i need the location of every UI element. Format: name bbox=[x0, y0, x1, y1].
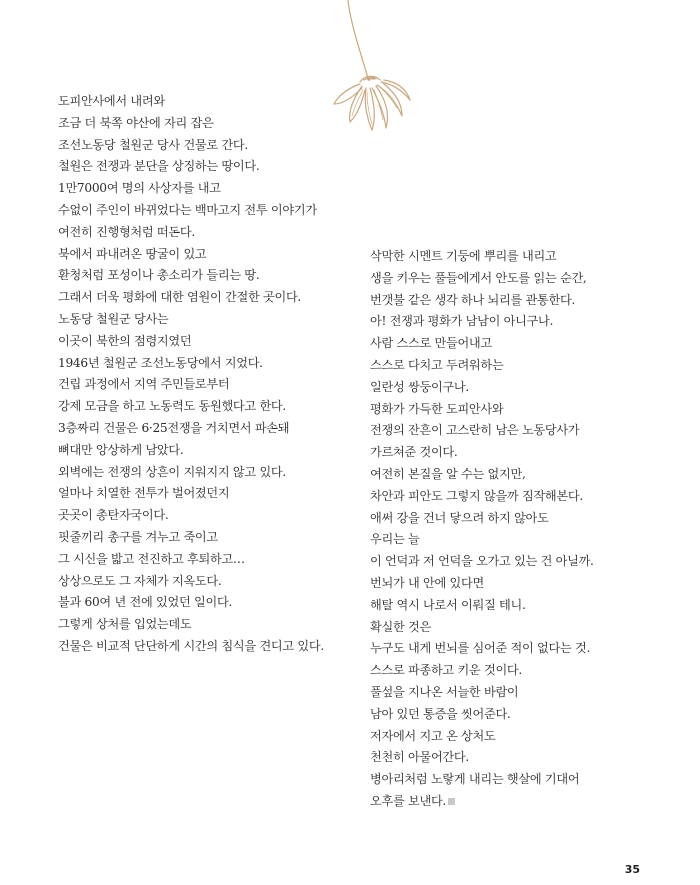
text-line: 조선노동당 철원군 당사 건물로 간다. bbox=[58, 137, 248, 152]
text-line: 핏줄끼리 총구를 겨누고 죽이고 bbox=[58, 529, 218, 544]
text-line: 누구도 내게 번뇌를 심어준 적이 없다는 것. bbox=[370, 641, 591, 656]
text-line: 얼마나 치열한 전투가 벌어졌던지 bbox=[58, 486, 230, 501]
text-line: 아! 전쟁과 평화가 남남이 아니구나. bbox=[370, 314, 554, 329]
text-line: 평화가 가득한 도피안사와 bbox=[370, 401, 504, 416]
text-line: 가르쳐준 것이다. bbox=[370, 445, 458, 460]
text-line: 3층짜리 건물은 6·25전쟁을 거치면서 파손돼 bbox=[58, 420, 290, 435]
text-line: 곳곳이 총탄자국이다. bbox=[58, 508, 169, 523]
left-text-column bbox=[58, 91, 348, 658]
text-line: 일란성 쌍둥이구나. bbox=[370, 379, 469, 394]
text-line: 노동당 철원군 당사는 bbox=[58, 311, 169, 326]
text-line: 외벽에는 전쟁의 상흔이 지워지지 않고 있다. bbox=[58, 464, 286, 479]
text-line: 스스로 다치고 두려워하는 bbox=[370, 357, 504, 372]
text-line: 차안과 피안도 그렇지 않을까 짐작해본다. bbox=[370, 488, 583, 503]
text-line: 확실한 것은 bbox=[370, 619, 431, 634]
page-number: 35 bbox=[624, 863, 640, 876]
text-line: 이 언덕과 저 언덕을 오가고 있는 건 아닐까. bbox=[370, 554, 594, 569]
text-line: 번뇌가 내 안에 있다면 bbox=[370, 575, 484, 590]
text-line: 오후를 보낸다. bbox=[370, 791, 670, 813]
text-line: 여전히 진행형처럼 떠돈다. bbox=[58, 224, 195, 239]
text-line: 도피안사에서 내려와 bbox=[58, 94, 165, 108]
text-line: 그 시신을 밟고 전진하고 후퇴하고… bbox=[58, 551, 245, 566]
text-line: 스스로 파종하고 키운 것이다. bbox=[370, 663, 522, 678]
text-line: 환청처럼 포성이나 총소리가 들리는 땅. bbox=[58, 268, 260, 283]
text-line: 상상으로도 그 자체가 지옥도다. bbox=[58, 573, 222, 588]
text-line: 철원은 전쟁과 분단을 상징하는 땅이다. bbox=[58, 159, 260, 174]
text-line: 삭막한 시멘트 기둥에 뿌리를 내리고 bbox=[370, 249, 557, 263]
text-line: 해탈 역시 나로서 이뤄질 테니. bbox=[370, 597, 526, 612]
text-line: 그렇게 상처를 입었는데도 bbox=[58, 617, 192, 632]
text-line: 뼈대만 앙상하게 남았다. bbox=[58, 442, 184, 457]
text-line: 저자에서 지고 온 상처도 bbox=[370, 728, 496, 743]
text-line: 건립 과정에서 지역 주민들로부터 bbox=[58, 377, 230, 392]
right-text-column bbox=[370, 246, 670, 813]
text-line: 전쟁의 잔흔이 고스란히 남은 노동당사가 bbox=[370, 423, 580, 438]
text-line: 풀섶을 지나온 서늘한 바람이 bbox=[370, 684, 519, 699]
text-line: 북에서 파내려온 땅굴이 있고 bbox=[58, 246, 207, 261]
text-line: 1946년 철원군 조선노동당에서 지었다. bbox=[58, 355, 263, 370]
text-line: 여전히 본질을 알 수는 없지만, bbox=[370, 466, 526, 481]
end-mark bbox=[448, 798, 455, 805]
text-line: 조금 더 북쪽 야산에 자리 잡은 bbox=[58, 115, 214, 130]
text-line: 건물은 비교적 단단하게 시간의 침식을 견디고 있다. bbox=[58, 638, 324, 653]
text-line: 그래서 더욱 평화에 대한 염원이 간절한 곳이다. bbox=[58, 290, 302, 305]
text-line: 남아 있던 통증을 씻어준다. bbox=[370, 706, 511, 721]
text-line: 생을 키우는 풀들에게서 안도를 읽는 순간, bbox=[370, 270, 587, 285]
text-line: 강제 모금을 하고 노동력도 동원했다고 한다. bbox=[58, 399, 286, 414]
text-line: 우리는 늘 bbox=[370, 532, 420, 547]
text-line: 사람 스스로 만들어내고 bbox=[370, 336, 492, 351]
text-line: 불과 60여 년 전에 있었던 일이다. bbox=[58, 595, 233, 610]
text-line: 이곳이 북한의 점령지였던 bbox=[58, 333, 192, 348]
text-line: 1만7000여 명의 사상자를 내고 bbox=[58, 181, 221, 196]
text-line: 병아리처럼 노랗게 내리는 햇살에 기대어 bbox=[370, 772, 580, 787]
text-line: 수없이 주인이 바뀌었다는 백마고지 전투 이야기가 bbox=[58, 202, 317, 217]
text-line: 애써 강을 건너 닿으려 하지 않아도 bbox=[370, 510, 549, 525]
text-line: 번갯불 같은 생각 하나 뇌리를 관통한다. bbox=[370, 292, 576, 307]
text-line: 천천히 아물어간다. bbox=[370, 750, 469, 765]
